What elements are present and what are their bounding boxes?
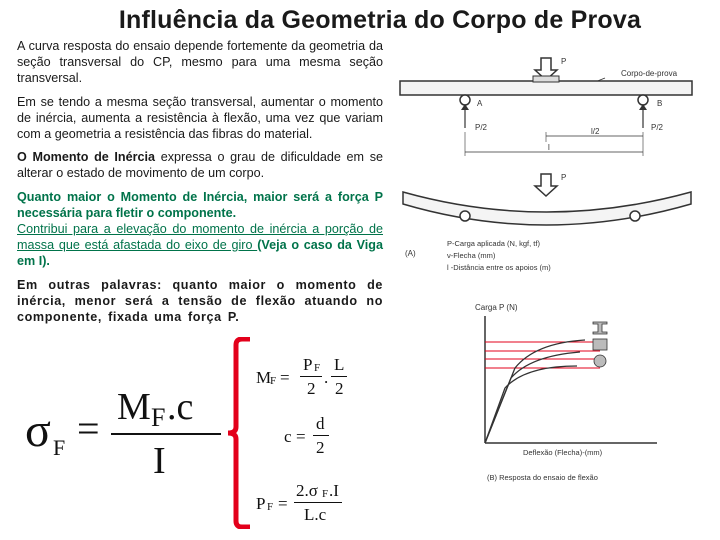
label-a: (A) — [405, 249, 416, 258]
paragraph-2: Em se tendo a mesma seção transversal, aumentar o momento de inércia, aumenta a resistência à flexão, uma vez que variam com a geometria a resistência das fibras do material. — [17, 94, 383, 142]
specimen-bar — [400, 81, 692, 95]
circle-section-icon — [594, 355, 606, 367]
eq1-dot: . — [324, 368, 329, 387]
square-section-icon — [593, 339, 607, 350]
page-title: Influência da Geometria do Corpo de Prova — [118, 6, 642, 34]
eq3-left-sub: F — [267, 501, 274, 513]
numerator-subscript: F — [151, 403, 166, 432]
eq1-num1: P — [303, 355, 313, 374]
p2-left-label: P/2 — [475, 123, 488, 132]
paragraph-4-underline: Contribui para a elevação do momento de inércia a porção de massa que está afastada do eixo de giro — [17, 222, 383, 253]
half-span-label: l/2 — [591, 127, 600, 136]
eq3-num-tail: .I — [329, 481, 339, 500]
eq1-left-sub: F — [270, 375, 277, 387]
figure-background — [395, 48, 720, 488]
deflection-axis-label: Deflexão (Flecha)-(mm) — [523, 448, 603, 457]
eq3-num-sub: F — [322, 488, 329, 500]
support-a-label: A — [477, 99, 483, 108]
corpo-label: Corpo-de-prova — [621, 69, 678, 78]
equals-sign: = — [77, 406, 100, 451]
paragraph-4-tail: (Veja o caso da Viga em I). — [17, 238, 383, 269]
support-b-label: B — [657, 99, 663, 108]
eq3-left: P — [256, 494, 266, 513]
eq2-num: d — [316, 414, 325, 433]
equation-c — [284, 414, 344, 464]
eq1-num2: L — [334, 355, 345, 374]
main-formula — [25, 385, 225, 485]
numerator-M: M — [117, 386, 151, 428]
eq3-bar — [294, 502, 342, 503]
legend-line-1: P-Carga aplicada (N, kgf, tf) — [447, 239, 540, 248]
eq2-left: c — [284, 427, 292, 446]
eq2-bar — [313, 435, 329, 436]
sigma-subscript: F — [53, 435, 66, 460]
support-a2-icon — [460, 211, 470, 221]
legend-line-2: ν-Flecha (mm) — [447, 251, 496, 260]
text-column — [17, 38, 383, 332]
p2-right-label: P/2 — [651, 123, 664, 132]
equation-moment — [256, 355, 356, 405]
eq1-equals: = — [280, 368, 290, 387]
eq2-den: 2 — [316, 438, 325, 457]
paragraph-1: A curva resposta do ensaio depende fortemente da geometria da seção transversal do CP, mesmo para uma mesma seção transversal. — [17, 39, 383, 86]
loading-head — [533, 76, 559, 82]
mid-p-label: P — [561, 173, 567, 182]
eq3-den: L.c — [304, 505, 327, 524]
legend-line-3: l -Distância entre os apoios (m) — [447, 263, 551, 272]
sigma-symbol: σ — [25, 404, 51, 457]
span-label: l — [548, 143, 550, 152]
support-a-icon — [460, 95, 470, 105]
denominator-I: I — [153, 440, 166, 482]
fraction-bar — [111, 433, 221, 435]
eq1-den1: 2 — [307, 379, 316, 398]
paragraph-4-line1: Quanto maior o Momento de Inércia, maior será a força P necessária para fletir o componente. — [17, 189, 383, 220]
support-b2-icon — [630, 211, 640, 221]
eq1-bar2 — [331, 376, 347, 377]
paragraph-5: Em outras palavras: quanto maior o momento de inércia, menor será a tensão de flexão atuando no componente, fixada uma força P. — [17, 277, 383, 325]
equation-force — [256, 481, 356, 531]
caption-b: (B) Resposta do ensaio de flexão — [487, 473, 598, 482]
eq2-equals: = — [296, 427, 306, 446]
eq1-den2: 2 — [335, 379, 344, 398]
eq1-num1-sub: F — [314, 362, 321, 374]
paragraph-3-rest: expressa o grau de dificuldade em se alterar o estado de movimento de um corpo. — [17, 150, 383, 181]
numerator-tail: .c — [167, 386, 194, 428]
bending-test-figure — [395, 48, 720, 488]
eq1-bar1 — [300, 376, 322, 377]
paragraph-3-bold: O Momento de Inércia — [17, 150, 156, 165]
eq3-num: 2.σ — [296, 481, 318, 500]
support-b-icon — [638, 95, 648, 105]
top-p-label: P — [561, 57, 567, 66]
eq1-left: M — [256, 368, 272, 387]
paragraph-4 — [17, 189, 383, 270]
red-bracket — [222, 337, 252, 529]
load-axis-label: Carga P (N) — [475, 303, 518, 312]
eq3-equals: = — [278, 494, 288, 513]
paragraph-3 — [17, 149, 383, 181]
